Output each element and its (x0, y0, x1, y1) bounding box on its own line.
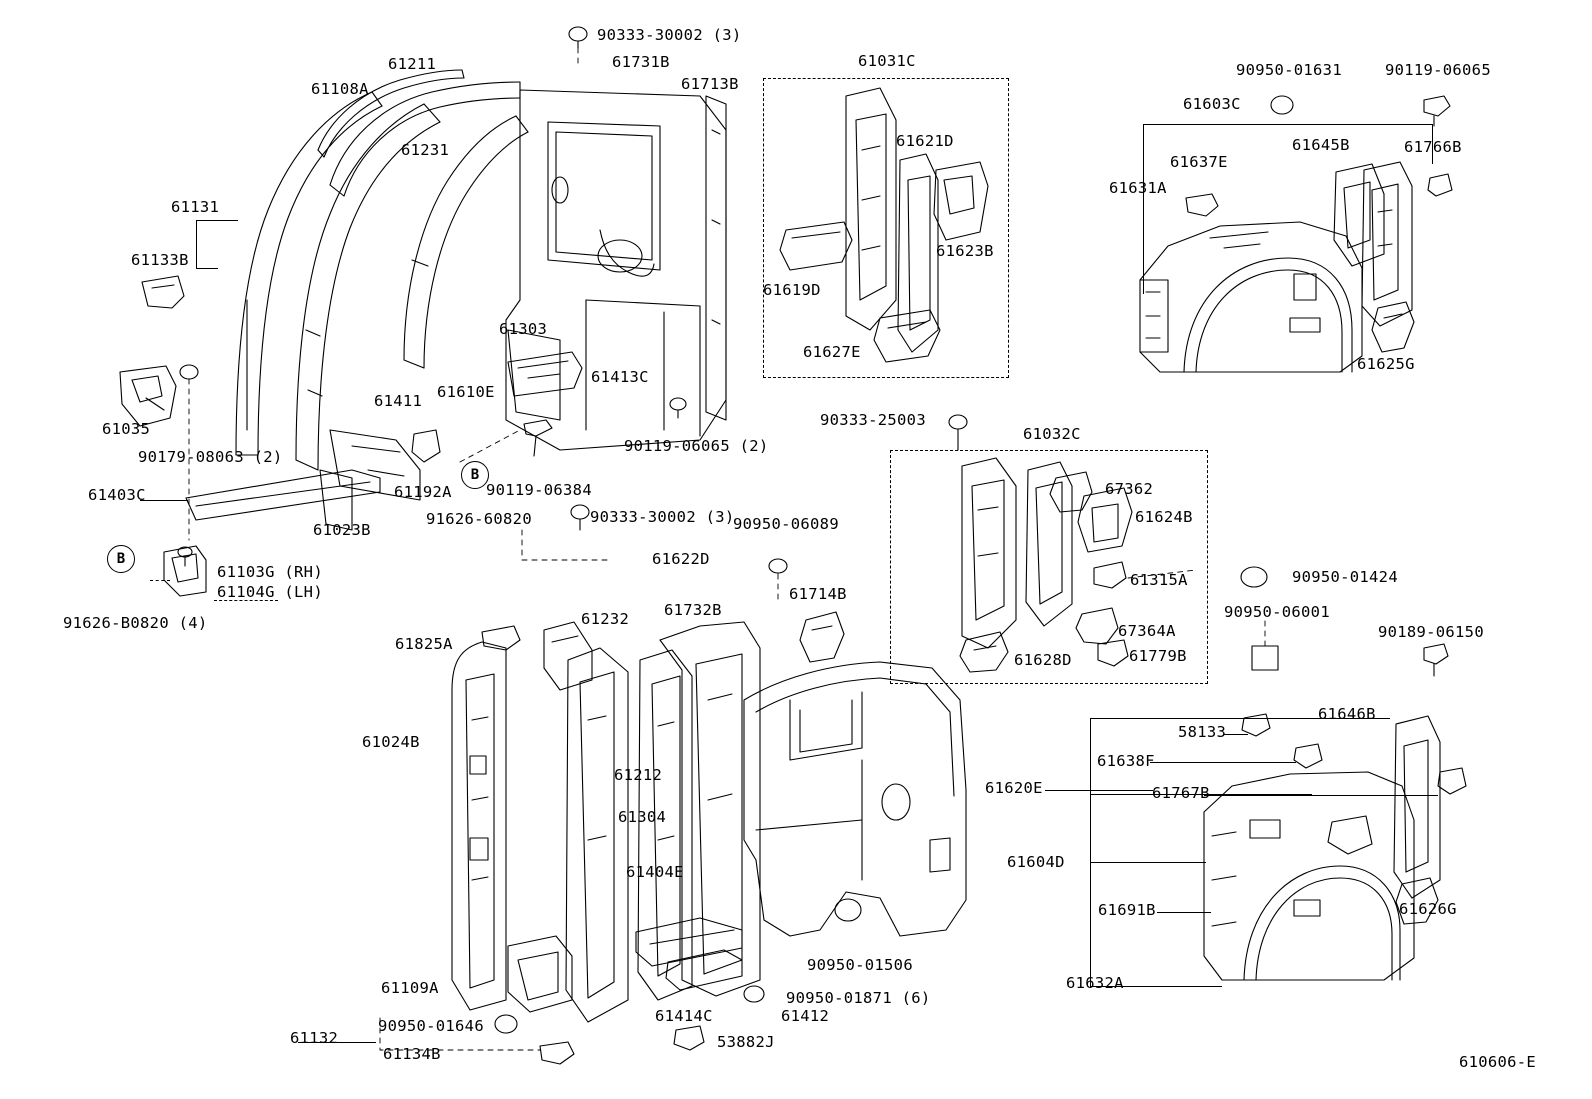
part-label: 61624B (1135, 508, 1193, 526)
part-label: 90950-06001 (1224, 603, 1330, 621)
part-label: 61632A (1066, 974, 1124, 992)
part-label: 61825A (395, 635, 453, 653)
part-label: 61024B (362, 733, 420, 751)
part-label: 61104G (LH) (217, 583, 323, 601)
part-label: 67364A (1118, 622, 1176, 640)
callout-bubble-b: B (461, 461, 489, 489)
part-label: 61108A (311, 80, 369, 98)
part-label: 90333-25003 (820, 411, 926, 429)
leader (1143, 124, 1433, 125)
part-label: 61303 (499, 320, 548, 338)
part-label: 90119-06065 (1385, 61, 1491, 79)
part-label: 61645B (1292, 136, 1350, 154)
part-label: 61637E (1170, 153, 1228, 171)
leader-dashed (150, 580, 170, 581)
part-label: 61132 (290, 1029, 339, 1047)
part-label: 61620E (985, 779, 1043, 797)
part-label: 53882J (717, 1033, 775, 1051)
part-label: 61646B (1318, 705, 1376, 723)
part-label: 90950-01424 (1292, 568, 1398, 586)
part-label: 90333-30002 (3) (590, 508, 735, 526)
part-label: 61619D (763, 281, 821, 299)
part-label: 61621D (896, 132, 954, 150)
part-label: 90119-06384 (486, 481, 592, 499)
leader (196, 220, 238, 221)
part-label: 61211 (388, 55, 437, 73)
part-label: 61731B (612, 53, 670, 71)
part-label: 90189-06150 (1378, 623, 1484, 641)
part-label: 61610E (437, 383, 495, 401)
part-label: 91626-B0820 (4) (63, 614, 208, 632)
part-label: 61133B (131, 251, 189, 269)
part-label: 90950-01506 (807, 956, 913, 974)
part-label: 61232 (581, 610, 630, 628)
leader (140, 500, 188, 501)
callout-bubble-b: B (107, 545, 135, 573)
leader (196, 220, 197, 268)
group-box-61031C (763, 78, 1009, 378)
part-label: 61625G (1357, 355, 1415, 373)
leader (1157, 912, 1211, 913)
part-label: 61779B (1129, 647, 1187, 665)
part-label: 61638F (1097, 752, 1155, 770)
part-label: 61766B (1404, 138, 1462, 156)
part-label: 61713B (681, 75, 739, 93)
part-label: 61023B (313, 521, 371, 539)
sheet-code: 610606-E (1459, 1053, 1537, 1071)
part-label: 61134B (383, 1045, 441, 1063)
part-label: 61413C (591, 368, 649, 386)
part-label: 61304 (618, 808, 667, 826)
part-label: 61231 (401, 141, 450, 159)
part-label: 61623B (936, 242, 994, 260)
part-label: 61404E (626, 863, 684, 881)
part-label: 58133 (1178, 723, 1227, 741)
group-label: 61032C (1023, 425, 1081, 443)
part-label: 61604D (1007, 853, 1065, 871)
part-label: 61626G (1399, 900, 1457, 918)
part-label: 61403C (88, 486, 146, 504)
part-label: 61103G (RH) (217, 563, 323, 581)
part-label: 61412 (781, 1007, 830, 1025)
leader (1224, 734, 1248, 735)
part-label: 61192A (394, 483, 452, 501)
part-label: 90950-06089 (733, 515, 839, 533)
part-label: 90179-08063 (2) (138, 448, 283, 466)
lower-left-assembly (380, 505, 966, 1064)
part-label: 61414C (655, 1007, 713, 1025)
group-label: 61031C (858, 52, 916, 70)
part-label: 90950-01646 (378, 1017, 484, 1035)
part-label: 91626-60820 (426, 510, 532, 528)
part-label: 61767B (1152, 784, 1210, 802)
part-label: 61631A (1109, 179, 1167, 197)
part-label: 61315A (1130, 571, 1188, 589)
leader (196, 268, 218, 269)
leader (1090, 862, 1206, 863)
leader (1045, 790, 1153, 791)
part-label: 61131 (171, 198, 220, 216)
leader (1204, 795, 1438, 796)
lower-right-wheelhouse (1204, 616, 1466, 980)
part-label: 90950-01871 (6) (786, 989, 931, 1007)
part-label: 61411 (374, 392, 423, 410)
leader (1143, 124, 1144, 294)
part-label: 61109A (381, 979, 439, 997)
part-label: 61628D (1014, 651, 1072, 669)
part-label: 61622D (652, 550, 710, 568)
part-label: 61603C (1183, 95, 1241, 113)
leader (1150, 762, 1296, 763)
leader (1090, 718, 1091, 986)
part-label: 90950-01631 (1236, 61, 1342, 79)
part-label: 61691B (1098, 901, 1156, 919)
part-label: 90119-06065 (2) (624, 437, 769, 455)
part-label: 61627E (803, 343, 861, 361)
part-label: 61035 (102, 420, 151, 438)
part-label: 67362 (1105, 480, 1154, 498)
part-label: 90333-30002 (3) (597, 26, 742, 44)
part-label: 61732B (664, 601, 722, 619)
part-label: 61714B (789, 585, 847, 603)
part-label: 61212 (614, 766, 663, 784)
